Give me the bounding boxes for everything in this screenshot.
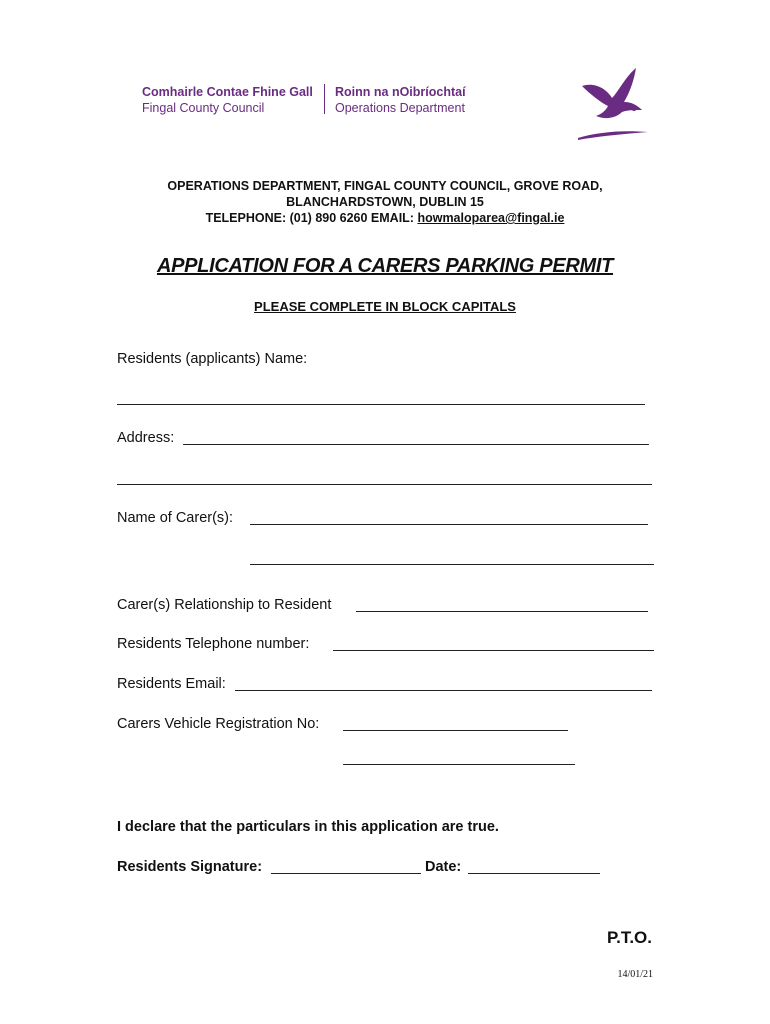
address-field-line-1[interactable]: [183, 444, 649, 445]
telephone-label: Residents Telephone number:: [117, 636, 310, 652]
carer-name-field-line-1[interactable]: [250, 524, 648, 525]
revision-date: 14/01/21: [617, 969, 653, 980]
vehicle-registration-field-1[interactable]: [343, 730, 568, 731]
resident-name-label: Residents (applicants) Name:: [117, 351, 308, 367]
telephone-text: TELEPHONE: (01) 890 6260 EMAIL:: [205, 211, 418, 225]
council-name-irish: Comhairle Contae Fhine Gall: [142, 85, 313, 99]
declaration-text: I declare that the particulars in this application are true.: [117, 819, 499, 835]
department-name-english: Operations Department: [335, 101, 465, 115]
department-name-block: [335, 84, 466, 116]
email-label: Residents Email:: [117, 676, 226, 692]
vehicle-registration-label: Carers Vehicle Registration No:: [117, 716, 320, 732]
signature-label: Residents Signature:: [117, 859, 263, 875]
department-name-irish: Roinn na nOibríochtaí: [335, 85, 466, 99]
resident-name-field[interactable]: [117, 404, 645, 405]
email-link[interactable]: howmaloparea@fingal.ie: [417, 211, 565, 225]
carer-name-field-line-2[interactable]: [250, 564, 654, 565]
carer-name-label: Name of Carer(s):: [117, 510, 234, 526]
contact-line: [0, 210, 770, 226]
signature-field[interactable]: [271, 873, 421, 874]
email-field[interactable]: [235, 690, 652, 691]
date-label: Date:: [425, 859, 462, 875]
council-name-block: [142, 84, 313, 116]
address-line-2: BLANCHARDSTOWN, DUBLIN 15: [286, 195, 484, 209]
address-line-1: OPERATIONS DEPARTMENT, FINGAL COUNTY COUNCIL, GROVE ROAD,: [167, 179, 603, 193]
form-title: APPLICATION FOR A CARERS PARKING PERMIT: [156, 255, 614, 277]
logo-divider: [324, 84, 325, 114]
relationship-label: Carer(s) Relationship to Resident: [117, 597, 332, 613]
date-field[interactable]: [468, 873, 600, 874]
address-field-line-2[interactable]: [117, 484, 652, 485]
telephone-field[interactable]: [333, 650, 654, 651]
council-name-english: Fingal County Council: [142, 101, 265, 115]
pto-text: P.T.O.: [606, 928, 652, 947]
address-label: Address:: [117, 430, 175, 446]
relationship-field[interactable]: [356, 611, 648, 612]
vehicle-registration-field-2[interactable]: [343, 764, 575, 765]
bird-logo-icon: [572, 64, 652, 144]
form-instruction: PLEASE COMPLETE IN BLOCK CAPITALS: [254, 299, 516, 314]
